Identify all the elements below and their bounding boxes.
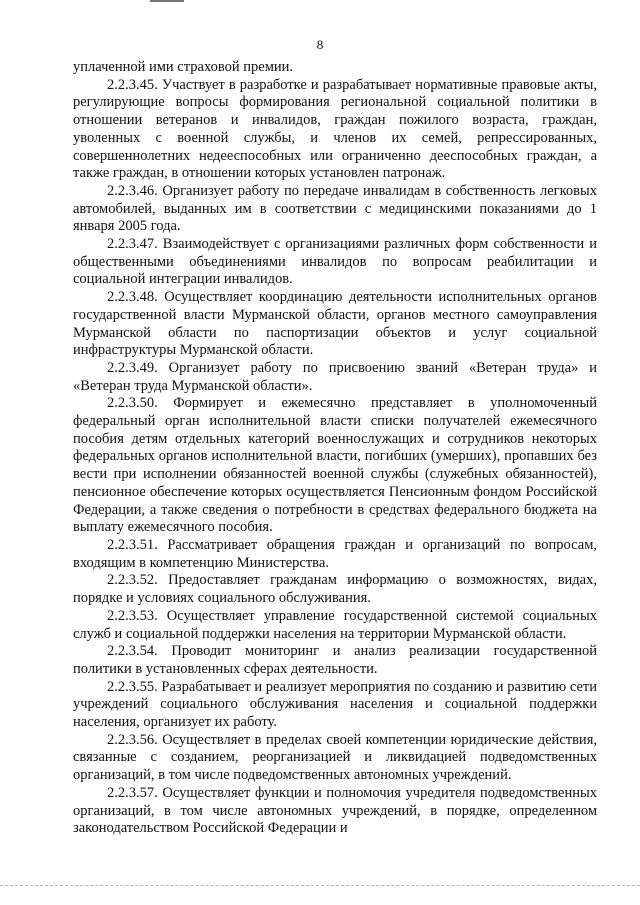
paragraph-2-2-3-53: 2.2.3.53. Осуществляет управление государственной системой социальных служб и социальной поддержки населения на территории Мурманской области. [73,607,597,642]
paragraph-2-2-3-52: 2.2.3.52. Предоставляет гражданам информацию о возможностях, видах, порядке и условиях социального обслуживания. [73,572,597,607]
paragraph-2-2-3-57: 2.2.3.57. Осуществляет функции и полномочия учредителя подведомственных организаций, в том числе автономных учреждений, в порядке, определенном законодательством Российской Федерации и [73,784,597,837]
paragraph-continuation: уплаченной ими страховой премии. [73,59,294,75]
paragraph-2-2-3-50: 2.2.3.50. Формирует и ежемесячно представляет в уполномоченный федеральный орган исполнительной власти списки получателей ежемесячного пособия детям отдельных категорий военнослужащих и сотрудников некоторых федеральных органов исполнительной власти, погибших (умерших), пропавших без вести при исполнении обязанностей военной службы (служебных обязанностей), пенсионное обеспечение которых осуществляется Пенсионным фондом Российской Федерации, а также сведения о потребности в средствах федерального бюджета на выплату ежемесячного пособия. [73,395,597,536]
paragraph-2-2-3-56: 2.2.3.56. Осуществляет в пределах своей компетенции юридические действия, связанные с созданием, реорганизацией и ликвидацией подведомственных организаций, в том числе подведомственных автономных учреждений. [73,731,597,784]
paragraph-2-2-3-51: 2.2.3.51. Рассматривает обращения граждан и организаций по вопросам, входящим в компетенцию Министерства. [73,536,597,571]
paragraph-2-2-3-54: 2.2.3.54. Проводит мониторинг и анализ реализации государственной политики в установленных сферах деятельности. [73,643,597,677]
document-body [73,59,597,838]
page-number: 8 [316,37,324,52]
paragraph-2-2-3-45: 2.2.3.45. Участвует в разработке и разрабатывает нормативные правовые акты, регулирующие вопросы формирования региональной социальной политики в отношении ветеранов и инвалидов, граждан пожилого возраста, граждан, уволенных с военной службы, и членов их семей, репрессированных, совершеннолетних недееспособных или ограниченно дееспособных граждан, а также граждан, в отношении которых установлен патронаж. [73,76,597,182]
paragraph-2-2-3-47: 2.2.3.47. Взаимодействует с организациями различных форм собственности и общественными объединениями инвалидов по вопросам реабилитации и социальной интеграции инвалидов. [73,236,597,288]
paragraph-2-2-3-55: 2.2.3.55. Разрабатывает и реализует мероприятия по созданию и развитию сети учреждений социального обслуживания населения и социальной поддержки населения, организует их работу. [73,678,597,731]
top-edge-rule [150,0,184,2]
paragraph-2-2-3-49: 2.2.3.49. Организует работу по присвоению званий «Ветеран труда» и «Ветеран труда Мурманской области». [73,359,597,394]
bottom-edge-rule [0,885,640,886]
paragraph-2-2-3-46: 2.2.3.46. Организует работу по передаче инвалидам в собственность легковых автомобилей, выданных им в соответствии с медицинскими показаниями до 1 января 2005 года. [73,182,597,235]
paragraph-2-2-3-48: 2.2.3.48. Осуществляет координацию деятельности исполнительных органов государственной власти Мурманской области, органов местного самоуправления Мурманской области по паспортизации объектов и услуг социальной инфраструктуры Мурманской области. [73,289,597,359]
